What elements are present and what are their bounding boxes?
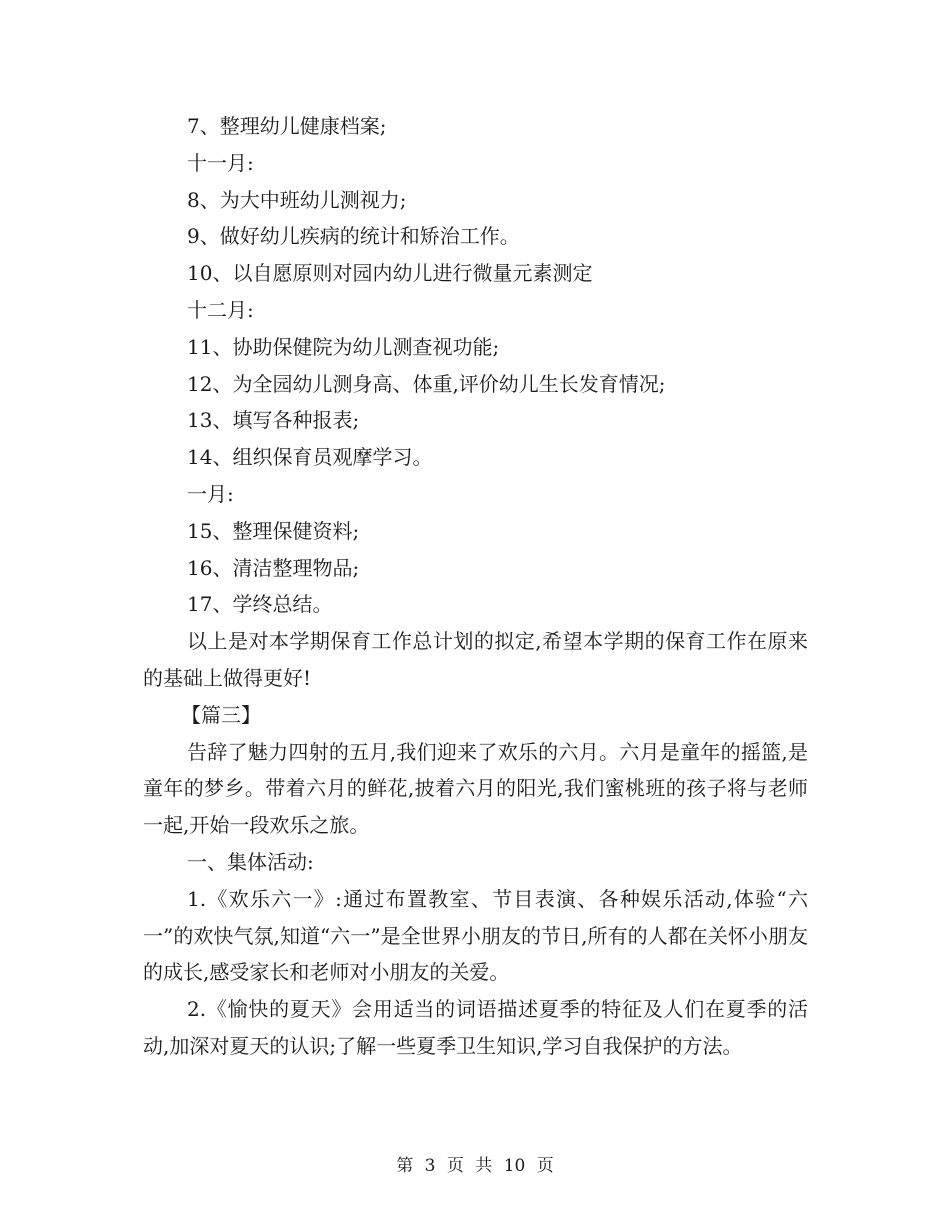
list-item: 9、做好幼儿疾病的统计和矫治工作。 xyxy=(187,224,520,249)
list-item: 17、学终总结。 xyxy=(187,592,333,617)
month-heading: 一月: xyxy=(187,481,234,506)
section-title: 【篇三】 xyxy=(181,702,261,727)
list-item: 11、协助保健院为幼儿测查视功能; xyxy=(187,334,500,359)
activity-paragraph-2: 2.《愉快的夏天》会用适当的词语描述夏季的特征及人们在夏季的活动,加深对夏天的认识;了解一些夏季卫生知识,学习自我保护的方法。 xyxy=(143,997,808,1058)
list-item: 13、填写各种报表; xyxy=(187,408,360,433)
list-item: 10、以自愿原则对园内幼儿进行微量元素测定 xyxy=(187,261,593,286)
activity-paragraph-1: 1.《欢乐六一》:通过布置教室、节目表演、各种娱乐活动,体验“六一”的欢快气氛,知道“六一”是全世界小朋友的节日,所有的人都在关怀小朋友的成长,感受家长和老师对小朋友的关爱。 xyxy=(143,886,808,985)
month-heading: 十一月: xyxy=(187,150,254,175)
list-item: 16、清洁整理物品; xyxy=(187,555,360,580)
list-item: 8、为大中班幼儿测视力; xyxy=(187,187,407,212)
list-item: 15、整理保健资料; xyxy=(187,518,360,543)
page-footer: 第 3 页 共 10 页 xyxy=(396,1156,554,1176)
month-heading: 十二月: xyxy=(187,297,254,322)
list-item: 7、整理幼儿健康档案; xyxy=(187,114,387,138)
page-content xyxy=(143,108,808,1065)
subheading: 一、集体活动: xyxy=(187,849,314,874)
summary-paragraph: 以上是对本学期保育工作总计划的拟定,希望本学期的保育工作在原来的基础上做得更好! xyxy=(143,629,808,690)
intro-paragraph: 告辞了魅力四射的五月,我们迎来了欢乐的六月。六月是童年的摇篮,是童年的梦乡。带着六月的鲜花,披着六月的阳光,我们蜜桃班的孩子将与老师一起,开始一段欢乐之旅。 xyxy=(143,739,808,838)
list-item: 14、组织保育员观摩学习。 xyxy=(187,445,433,470)
list-item: 12、为全园幼儿测身高、体重,评价幼儿生长发育情况; xyxy=(187,371,666,396)
